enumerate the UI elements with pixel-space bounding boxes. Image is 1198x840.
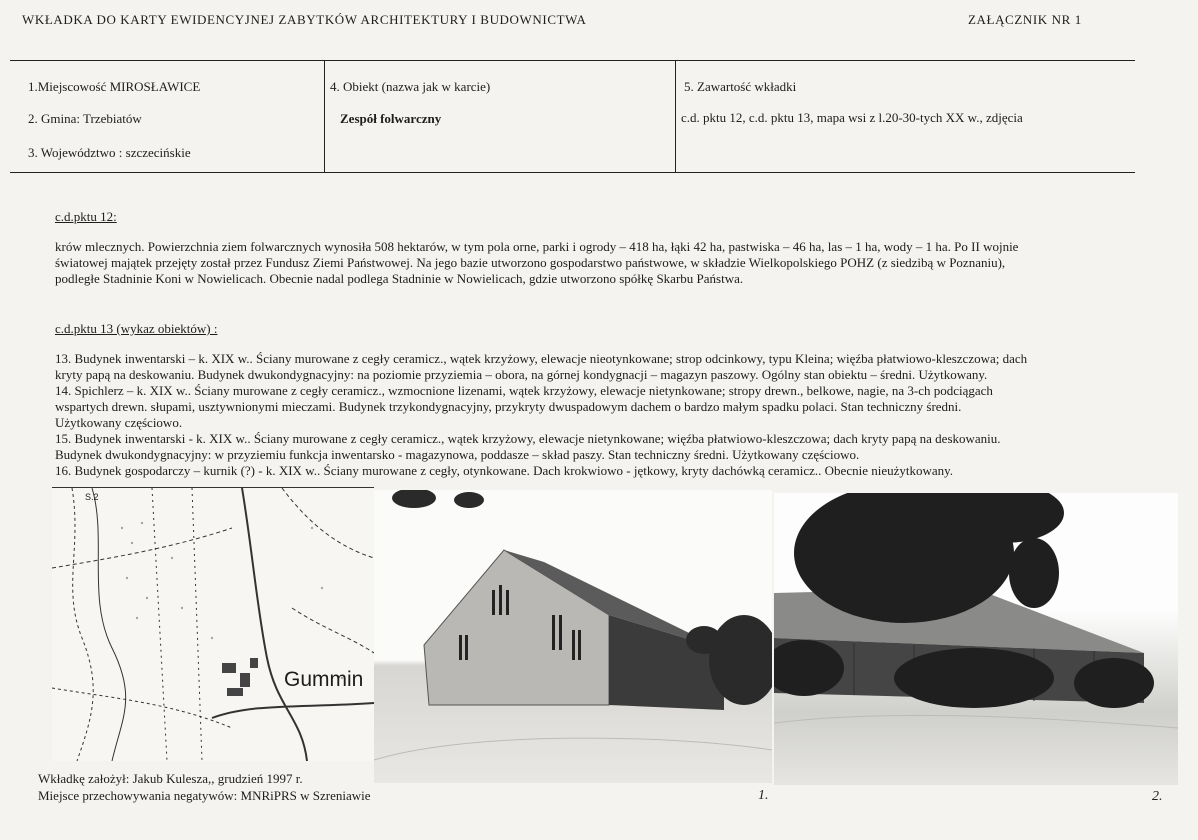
section-12-line: podległe Stadninie Koni w Nowielicach. Obecnie nadal podlega Stadninie w Nowielicach, gdzie utworzono spółkę Skarbu Państwa. xyxy=(55,271,744,286)
photo-1 xyxy=(374,490,772,783)
photo-1-drawing xyxy=(374,490,772,783)
annex-number: ZAŁĄCZNIK NR 1 xyxy=(968,12,1082,27)
voivodeship-field: 3. Województwo : szczecińskie xyxy=(28,145,191,160)
insert-contents-value: c.d. pktu 12, c.d. pktu 13, mapa wsi z l.20-30-tych XX w., zdjęcia xyxy=(681,110,1023,125)
insert-contents-label: 5. Zawartość wkładki xyxy=(684,79,797,94)
form-title: WKŁADKA DO KARTY EWIDENCYJNEJ ZABYTKÓW ARCHITEKTURY I BUDOWNICTWA xyxy=(22,12,587,27)
photo-2 xyxy=(774,493,1178,785)
object-name: Zespół folwarczny xyxy=(340,111,442,126)
section-13-line: kryty papą na deskowaniu. Budynek dwukondygnacyjny: na poziomie przyziemia – obora, na górnej kondygnacji – magazyn paszowy. Ogólny stan obiektu – średni. Użytkowany. xyxy=(55,367,988,382)
table-col-divider-1 xyxy=(324,60,325,172)
village-map xyxy=(52,487,374,761)
photo-2-drawing xyxy=(774,493,1178,785)
negatives-caption: Miejsce przechowywania negatywów: MNRiPRS w Szreniawie xyxy=(38,788,371,803)
section-13-line: Użytkowany częściowo. xyxy=(55,415,183,430)
section-13-line: Budynek dwukondygnacyjny: w przyziemiu funkcja inwentarsko - magazynowa, poddasze – skład paszy. Stan techniczny średni. Użytkowany częściowo. xyxy=(55,447,860,462)
table-top-rule xyxy=(10,60,1135,61)
photo-2-number: 2. xyxy=(1152,789,1163,804)
section-12-heading: c.d.pktu 12: xyxy=(55,209,117,224)
section-12-line: światowej majątek przejęty został przez Fundusz Ziemi Państwowej. Na jego bazie utworzono gospodarstwo państwowe, w składzie Wielkopolskiego POHZ (z siedzibą w Poznaniu), xyxy=(55,255,1006,270)
map-drawing xyxy=(52,488,374,761)
section-13-line: 16. Budynek gospodarczy – kurnik (?) - k. XIX w.. Ściany murowane z cegły, otynkowane. Dach krokwiowo - jętkowy, kryty dachówką ceramicz.. Obecnie nieużytkowany. xyxy=(55,463,954,478)
table-bottom-rule xyxy=(10,172,1135,173)
section-13-line: 13. Budynek inwentarski – k. XIX w.. Ściany murowane z cegły ceramicz., wątek krzyżowy, elewacje nieotynkowane; strop odcinkowy, typu Kleina; więźba płatwiowo-kleszczowa; dach xyxy=(55,351,1028,366)
map-corner-label: S.2 xyxy=(85,492,99,502)
author-caption: Wkładkę założył: Jakub Kulesza,, grudzień 1997 r. xyxy=(38,771,303,786)
section-13-line: wspartych drewn. słupami, usztywnionymi mieczami. Budynek trzykondygnacyjny, przykryty dwuspadowym dachem o bardzo małym spadku polaci. Stan techniczny średni. xyxy=(55,399,962,414)
section-13-line: 15. Budynek inwentarski - k. XIX w.. Ściany murowane z cegły ceramicz., wątek krzyżowy, elewacje nietynkowane; więźba płatwiowo-kleszczowa; dach kryty papą na deskowaniu. xyxy=(55,431,1001,446)
table-col-divider-2 xyxy=(675,60,676,172)
map-village-label: Gummin xyxy=(284,668,364,691)
photo-1-number: 1. xyxy=(758,788,769,803)
section-13-line: 14. Spichlerz – k. XIX w.. Ściany murowane z cegły ceramicz., wzmocnione lizenami, wątek krzyżowy, elewacje nietynkowane; stropy drewn., belkowe, nagie, na 3-ch podciągach xyxy=(55,383,993,398)
object-label: 4. Obiekt (nazwa jak w karcie) xyxy=(330,79,491,94)
section-12-line: krów mlecznych. Powierzchnia ziem folwarcznych wynosiła 508 hektarów, w tym pola orne, parki i ogrody – 418 ha, łąki 42 ha, pastwiska – 46 ha, las – 1 ha, wody – 1 ha. Po II wojnie xyxy=(55,239,1019,254)
locality-field: 1.Miejscowość MIROSŁAWICE xyxy=(28,79,201,94)
commune-field: 2. Gmina: Trzebiatów xyxy=(28,111,142,126)
section-13-heading: c.d.pktu 13 (wykaz obiektów) : xyxy=(55,321,218,336)
